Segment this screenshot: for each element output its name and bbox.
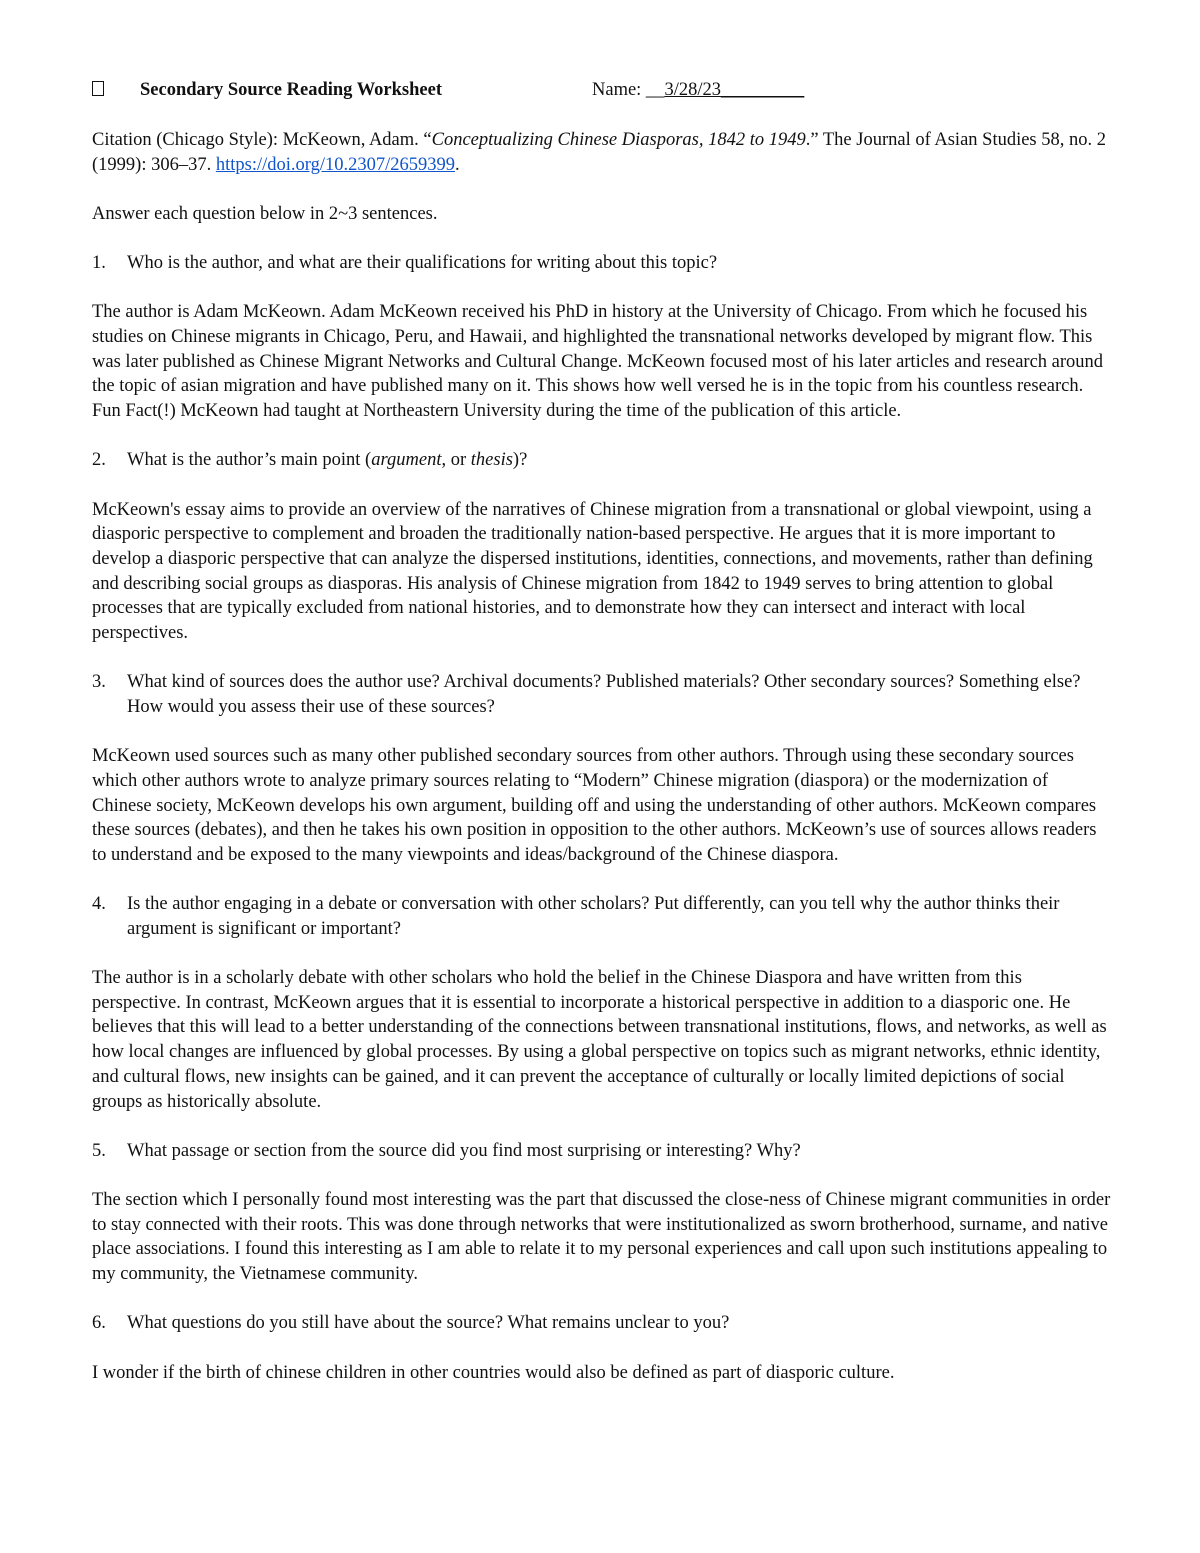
answer-6: I wonder if the birth of chinese children in other countries would also be defined as part of diasporic culture.	[92, 1362, 895, 1383]
worksheet-title: Secondary Source Reading Worksheet	[140, 80, 443, 100]
answer-2: McKeown's essay aims to provide an overview of the narratives of Chinese migration from a transnational or global viewpoint, using a diasporic perspective to complement and broaden the traditionally nation-based perspective. He argues that it is more important to develop a diasporic perspective that can analyze the dispersed institutions, identities, connections, and movements, rather than defining and describing social groups as diasporas. His analysis of Chinese migration from 1842 to 1949 serves to bring attention to global processes that are typically excluded from national histories, and to demonstrate how they can intersect and interact with local perspectives.	[92, 499, 1093, 644]
question-6	[92, 1311, 1112, 1336]
question-text: Who is the author, and what are their qualifications for writing about this topic?	[127, 253, 718, 274]
question-number: 5.	[92, 1140, 106, 1161]
worksheet-page	[92, 78, 1112, 1385]
citation-details: .” The Journal of Asian Studies 58, no. 2 (1999): 306–37.	[92, 130, 1107, 175]
citation-doi-link[interactable]: https://doi.org/10.2307/2659399	[215, 154, 455, 175]
question-text: What kind of sources does the author use? Archival documents? Published materials? Other secondary sources? Something else? How would you assess their use of these sources?	[127, 672, 1081, 717]
citation-end: .	[455, 154, 460, 175]
question-number: 6.	[92, 1313, 106, 1334]
name-label: Name: __	[592, 80, 665, 100]
answer-4: The author is in a scholarly debate with other scholars who hold the belief in the Chinese Diaspora and have written from this perspective. In contrast, McKeown argues that it is essential to incorporate a historical perspective in addition to a diasporic one. He believes that this will lead to a better understanding of the connections between transnational institutions, flows, and networks, as well as how local changes are influenced by global processes. By using a global perspective on topics such as migrant networks, ethnic identity, and cultural flows, new insights can be gained, and it can prevent the acceptance of culturally or locally limited depictions of social groups as historically absolute.	[92, 968, 1107, 1112]
question-number: 2.	[92, 450, 106, 471]
answer-5: The section which I personally found most interesting was the part that discussed the close-ness of Chinese migrant communities in order to stay connected with their roots. This was done through networks that were institutionalized as sworn brotherhood, surname, and native place associations. I found this interesting as I am able to relate it to my personal experiences and call upon such institutions appealing to my community, the Vietnamese community.	[92, 1190, 1111, 1285]
citation	[92, 128, 1112, 177]
instructions: Answer each question below in 2~3 sentences.	[92, 203, 438, 224]
question-2	[92, 448, 1112, 473]
citation-work-title: Conceptualizing Chinese Diasporas, 1842 to 1949	[431, 130, 806, 150]
worksheet-header	[92, 78, 1112, 104]
question-number: 1.	[92, 253, 106, 274]
question-text-part: What is the author’s main point (	[127, 450, 372, 471]
question-text: Is the author engaging in a debate or conversation with other scholars? Put differently, can you tell why the author thinks their argument is significant or important?	[127, 894, 1060, 939]
question-5	[92, 1139, 1112, 1164]
question-text-emphasis: argument	[371, 450, 442, 471]
question-text: What questions do you still have about the source? What remains unclear to you?	[127, 1313, 730, 1334]
name-value: 3/28/23	[664, 80, 721, 100]
question-text-emphasis: thesis	[470, 450, 513, 471]
question-number: 4.	[92, 894, 106, 915]
question-number: 3.	[92, 672, 106, 693]
question-4	[92, 892, 1112, 941]
question-text	[127, 448, 1112, 473]
question-text-part: , or	[441, 450, 471, 471]
question-3	[92, 670, 1112, 719]
name-field	[592, 78, 804, 103]
answer-1: The author is Adam McKeown. Adam McKeown received his PhD in history at the University of Chicago. From which he focused his studies on Chinese migrants in Chicago, Peru, and Hawaii, and highlighted the transnational networks developed by migrant flow. This was later published as Chinese Migrant Networks and Cultural Change. McKeown focused most of his later articles and research around the topic of asian migration and have published many on it. This shows how well versed he is in the topic from his countless research. Fun Fact(!) McKeown had taught at Northeastern University during the time of the publication of this article.	[92, 302, 1104, 422]
answer-3: McKeown used sources such as many other published secondary sources from other authors. Through using these secondary sources which other authors wrote to analyze primary sources relating to “Modern” Chinese migration (diaspora) or the modernization of Chinese society, McKeown develops his own argument, building off and using the understanding of other authors. McKeown compares these sources (debates), and then he takes his own position in opposition to the other authors. McKeown’s use of sources allows readers to understand and be exposed to the many viewpoints and ideas/background of the Chinese diaspora.	[92, 746, 1097, 865]
question-text: What passage or section from the source did you find most surprising or interesting? Why?	[127, 1140, 801, 1161]
question-text-part: )?	[512, 450, 528, 471]
question-1	[92, 251, 1112, 276]
name-underline: _________	[720, 80, 805, 100]
citation-prefix: Citation (Chicago Style): McKeown, Adam. “	[92, 130, 432, 150]
checkbox-icon[interactable]	[92, 81, 104, 96]
